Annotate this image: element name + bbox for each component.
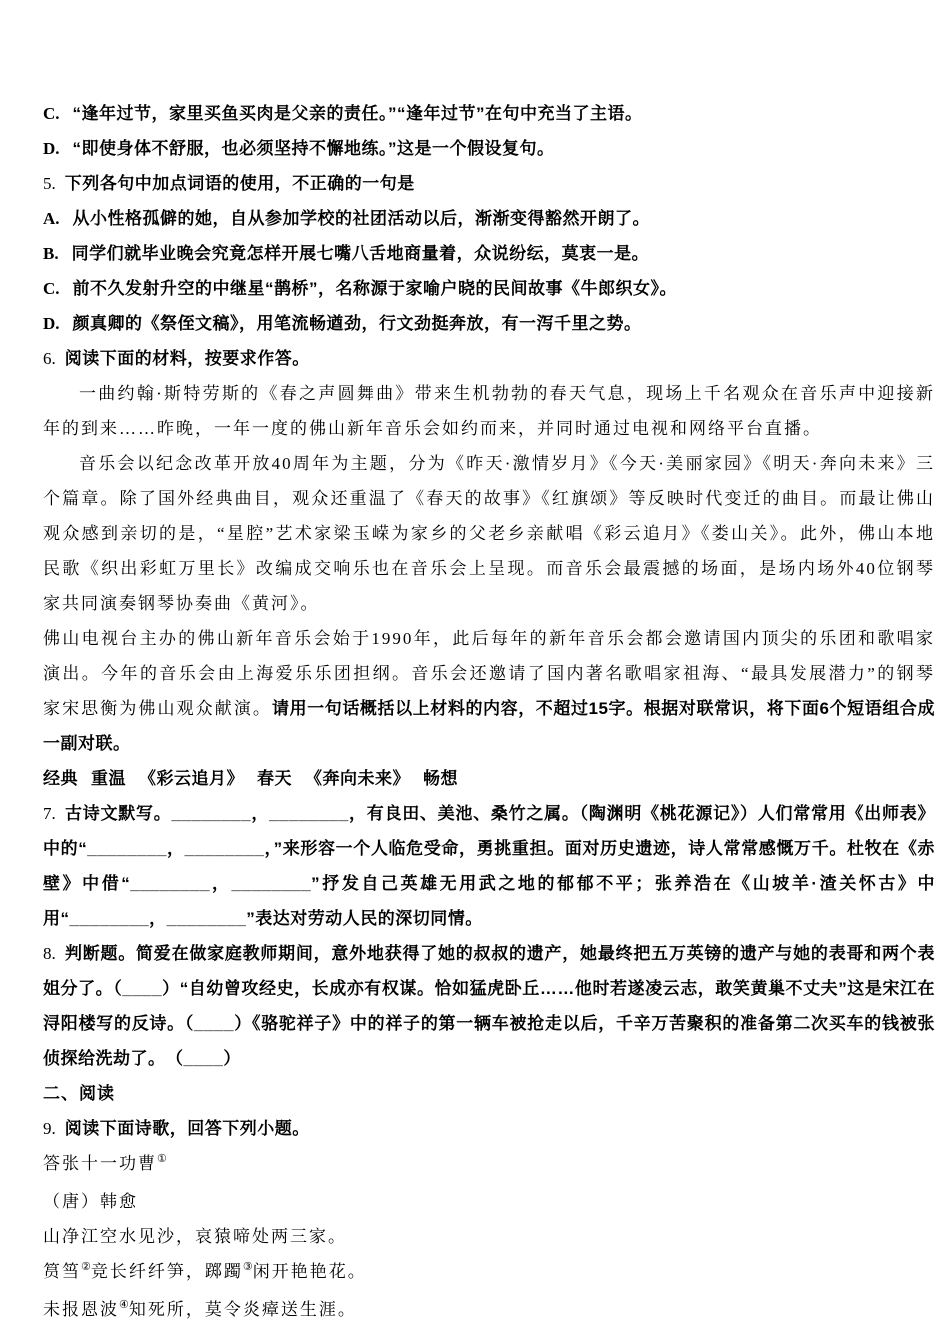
option-label: D. <box>43 314 60 333</box>
question-number: 9. <box>43 1119 56 1138</box>
question-number: 8. <box>43 944 56 963</box>
poem-line-2-segment: 筼筜 <box>43 1262 81 1281</box>
q6-material-paragraph-2: 音乐会以纪念改革开放40周年为主题，分为《昨天·激情岁月》《今天·美丽家园》《明天·奔向未来》三个篇章。除了国外经典曲目，观众还重温了《春天的故事》《红旗颂》等反映时代变迁的曲目。而最让佛山观众感到亲切的是，“星腔”艺术家梁玉嵘为家乡的父老乡亲献唱《彩云追月》《娄山关》。此外，佛山本地民歌《织出彩虹万里长》改编成交响乐也在音乐会上呈现。而音乐会最震撼的场面，是场内场外40位钢琴家共同演奏钢琴协奏曲《黄河》。 <box>43 454 935 613</box>
option-text: “即使身体不舒服，也必须坚持不懈地练。”这是一个假设复句。 <box>72 139 555 158</box>
poem-line-2 <box>43 1254 935 1292</box>
option-label: D. <box>43 139 60 158</box>
poem-line-3 <box>43 1292 935 1330</box>
option-label: B. <box>43 244 59 263</box>
option-text: “逢年过节，家里买鱼买肉是父亲的责任。”“逢年过节”在句中充当了主语。 <box>72 104 643 123</box>
section-2-heading: 二、阅读 <box>43 1084 115 1103</box>
option-label: C. <box>43 279 60 298</box>
question-6-stem <box>43 341 935 376</box>
poem-line-2-segment: 闲开艳艳花。 <box>252 1262 367 1281</box>
q6-material-paragraph-3-text: 佛山电视台主办的佛山新年音乐会始于1990年，此后每年的新年音乐会都会邀请国内顶尖的乐团和歌唱家演出。今年的音乐会由上海爱乐乐团担纲。音乐会还邀请了国内著名歌唱家祖海、“最具发展潜力”的钢琴家宋思衡为佛山观众献演。 <box>43 629 935 718</box>
poem-line-1: 山净江空水见沙，哀猿啼处两三家。 <box>43 1227 347 1246</box>
question-5-stem <box>43 166 935 201</box>
question-number: 7. <box>43 804 56 823</box>
couplet-phrase: 春天 <box>257 769 292 788</box>
poem-line-3-segment: 未报恩波 <box>43 1300 119 1319</box>
question-stem-text: 下列各句中加点词语的使用，不正确的一句是 <box>64 174 415 193</box>
question-stem-text: 阅读下面的材料，按要求作答。 <box>64 349 310 368</box>
q5-option-d <box>43 306 935 341</box>
poem-title <box>43 1146 935 1184</box>
couplet-phrase: 重温 <box>91 769 126 788</box>
question-7 <box>43 796 935 936</box>
couplet-phrase: 经典 <box>43 769 78 788</box>
option-text: 颜真卿的《祭侄文稿》，用笔流畅遒劲，行文劲挺奔放，有一泻千里之势。 <box>72 314 642 333</box>
q6-material-paragraph-1: 一曲约翰·斯特劳斯的《春之声圆舞曲》带来生机勃勃的春天气息，现场上千名观众在音乐声中迎接新年的到来……昨晚，一年一度的佛山新年音乐会如约而来，并同时通过电视和网络平台直播。 <box>43 384 935 438</box>
question-9-stem <box>43 1111 935 1146</box>
q6-task-sentence: 请用一句话概括以上材料的内容，不超过15字。根据对联常识，将下面6个短语组合成一副对联。 <box>43 699 935 753</box>
question-text: 判断题。简爱在做家庭教师期间，意外地获得了她的叔叔的遗产，她最终把五万英镑的遗产与她的表哥和两个表姐分了。（____）“自幼曾攻经史，长成亦有权谋。恰如猛虎卧丘……他时若遂凌云志，敢笑黄巢不丈夫”这是宋江在浔阳楼写的反诗。（____）《骆驼祥子》中的祥子的第一辆车被抢走以后，千辛万苦聚积的准备第二次买车的钱被张侦探给洗劫了。 （____） <box>43 944 935 1068</box>
footnote-marker-1: ① <box>157 1153 167 1165</box>
poem-author: （唐）韩愈 <box>43 1192 138 1211</box>
prev-question-option-d <box>43 131 935 166</box>
poem-line-3-segment: 知死所，莫令炎瘴送生涯。 <box>128 1300 357 1319</box>
footnote-marker-2: ② <box>81 1261 91 1273</box>
question-8 <box>43 936 935 1076</box>
question-stem-text: 阅读下面诗歌，回答下列小题。 <box>64 1119 310 1138</box>
question-text: 古诗文默写。________，________，有良田、美池、桑竹之属。（陶渊明《桃花源记》）人们常常用《出师表》中的“________，________，”来形容一个人临危受命，勇挑重担。面对历史遗迹，诗人常常感慨万千。杜牧在《赤壁》中借“________，________”抒发自己英雄无用武之地的郁郁不平；张养浩在《山坡羊·渣关怀古》中用“________，________”表达对劳动人民的深切同情。 <box>43 804 935 928</box>
q5-option-a <box>43 201 935 236</box>
option-label: C. <box>43 104 60 123</box>
q5-option-b <box>43 236 935 271</box>
q6-material-paragraph-3 <box>43 621 935 761</box>
couplet-phrase: 《彩云追月》 <box>139 769 244 788</box>
q5-option-c <box>43 271 935 306</box>
footnote-marker-4: ④ <box>119 1299 129 1311</box>
couplet-phrase: 《奔向未来》 <box>305 769 410 788</box>
option-text: 同学们就毕业晚会究竟怎样开展七嘴八舌地商量着，众说纷纭，莫衷一是。 <box>71 244 650 263</box>
poem-title-text: 答张十一功曹 <box>43 1154 157 1173</box>
poem-line-2-segment: 竞长纤纤笋，踯躅 <box>90 1262 243 1281</box>
question-number: 5. <box>43 174 56 193</box>
couplet-phrases-row <box>43 761 935 796</box>
option-text: 前不久发射升空的中继星“鹊桥”，名称源于家喻户晓的民间故事《牛郎织女》。 <box>72 279 678 298</box>
option-text: 从小性格孤僻的她，自从参加学校的社团活动以后，渐渐变得豁然开朗了。 <box>72 209 651 228</box>
question-number: 6. <box>43 349 56 368</box>
footnote-marker-3: ③ <box>242 1261 253 1273</box>
option-label: A. <box>43 209 60 228</box>
prev-question-option-c <box>43 96 935 131</box>
couplet-phrase: 畅想 <box>423 769 458 788</box>
